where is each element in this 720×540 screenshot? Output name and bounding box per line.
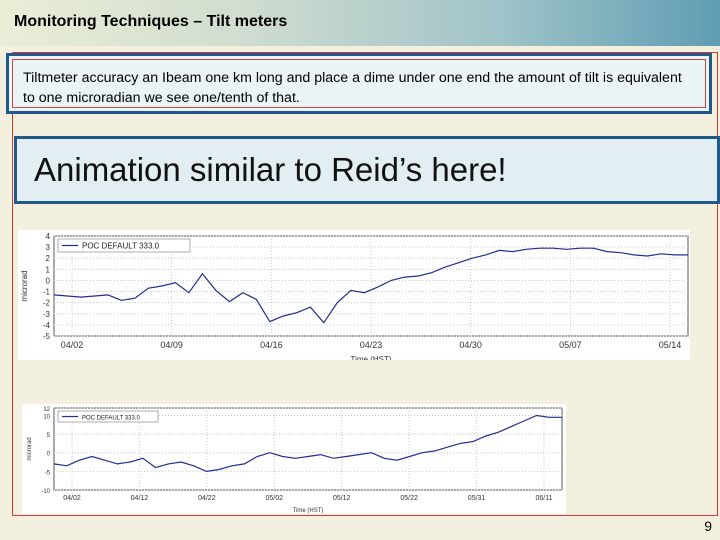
x-tick-label: 04/30 bbox=[459, 340, 482, 350]
slide-header bbox=[0, 0, 720, 46]
legend-label: POC DEFAULT 333.0 bbox=[82, 415, 140, 422]
x-tick-label: 04/09 bbox=[160, 340, 183, 350]
tilt-chart-april-may-svg bbox=[18, 230, 690, 360]
x-axis-label: Time (HST) bbox=[292, 508, 324, 514]
animation-callout-text: Animation similar to Reid’s here! bbox=[34, 151, 507, 188]
y-axis-label: microrad bbox=[20, 270, 29, 302]
y-axis-label: microrad bbox=[27, 437, 33, 461]
x-tick-label: 04/02 bbox=[63, 495, 81, 502]
description-text: Tiltmeter accuracy an Ibeam one km long and place a dime under one end the amount of tilt is equivalent to one microradian we see one/tenth of that. bbox=[12, 59, 706, 108]
x-tick-label: 05/07 bbox=[559, 340, 582, 350]
y-tick-label: -5 bbox=[42, 332, 50, 341]
description-box bbox=[6, 53, 712, 114]
y-tick-label: -5 bbox=[44, 470, 50, 477]
y-tick-label: 3 bbox=[45, 243, 50, 253]
x-tick-label: 04/16 bbox=[260, 340, 283, 350]
y-tick-label: 12 bbox=[43, 407, 50, 413]
x-tick-label: 05/31 bbox=[467, 495, 486, 502]
slide-title: Monitoring Techniques – Tilt meters bbox=[14, 13, 288, 30]
x-tick-label: 05/14 bbox=[658, 340, 682, 350]
y-tick-label: -10 bbox=[41, 489, 50, 495]
x-tick-label: 05/22 bbox=[400, 495, 418, 502]
y-tick-label: 0 bbox=[46, 451, 50, 458]
y-tick-label: 4 bbox=[45, 232, 50, 241]
y-tick-label: -4 bbox=[42, 320, 50, 330]
y-tick-label: 0 bbox=[45, 276, 50, 286]
x-tick-label: 04/12 bbox=[130, 495, 149, 502]
y-tick-label: 2 bbox=[45, 254, 50, 264]
animation-callout-box bbox=[14, 136, 720, 204]
y-tick-label: -2 bbox=[42, 298, 50, 308]
y-tick-label: -3 bbox=[42, 309, 50, 319]
x-axis-label: Time (HST) bbox=[350, 355, 392, 360]
y-tick-label: 5 bbox=[46, 433, 50, 440]
legend-label: POC DEFAULT 333.0 bbox=[82, 241, 160, 251]
x-tick-label: 04/22 bbox=[198, 495, 216, 502]
tilt-chart-april-june bbox=[22, 404, 566, 514]
x-tick-label: 06/11 bbox=[535, 495, 553, 502]
x-tick-label: 04/02 bbox=[60, 340, 84, 350]
y-tick-label: 1 bbox=[45, 265, 50, 275]
tilt-chart-april-may bbox=[18, 230, 690, 360]
x-tick-label: 05/02 bbox=[265, 495, 284, 502]
y-tick-label: -1 bbox=[42, 287, 50, 297]
x-tick-label: 05/12 bbox=[332, 495, 351, 502]
tilt-chart-april-june-svg bbox=[22, 404, 566, 514]
page-number: 9 bbox=[704, 518, 712, 534]
x-tick-label: 04/23 bbox=[359, 340, 383, 350]
y-tick-label: 10 bbox=[43, 414, 50, 421]
